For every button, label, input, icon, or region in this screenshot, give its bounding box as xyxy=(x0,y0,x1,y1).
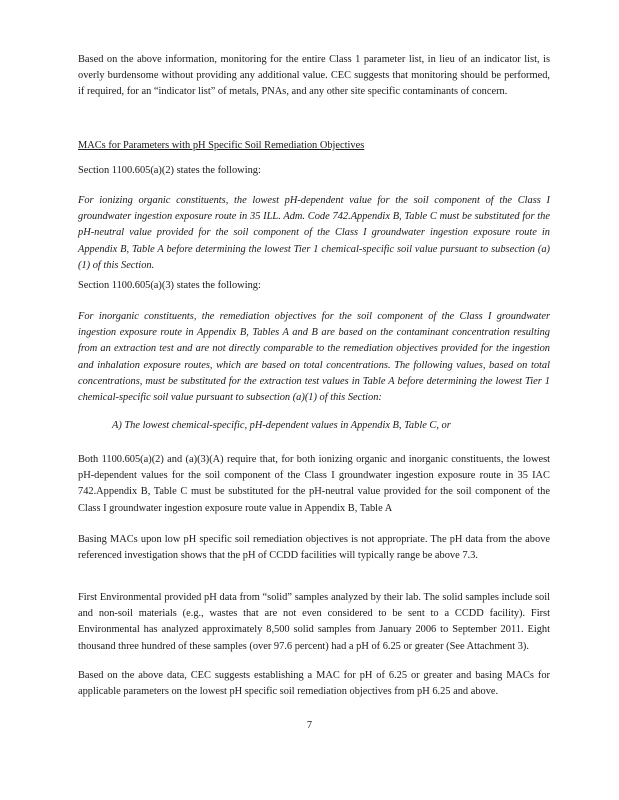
page-number: 7 xyxy=(306,720,313,731)
quote-inorganic: For inorganic constituents, the remediation objectives for the soil component of the Class I groundwater ingestion exposure route in Appendix B, Tables A and B are based on the contaminant concentration resulting from an extraction test and are not directly comparable to the remediation objectives provided for the ingestion and inhalation exposure routes, which are based on total concentrations. The following values, based on total concentrations, must be substituted for the extraction test values in Table A before determining the lowest Tier 1 chemical-specific soil value pursuant to subsection (a)(1) of this Section: xyxy=(78,311,550,404)
paragraph-indicator-list: Based on the above information, monitoring for the entire Class 1 parameter list, in lieu of an indicator list, is overly burdensome without providing any additional value. CEC suggests that monitoring should be performed, if required, for an “indicator list” of metals, PNAs, and any other site specific contaminants of concern. xyxy=(78,54,550,98)
paragraph-conclusion: Based on the above data, CEC suggests establishing a MAC for pH of 6.25 or greater and basing MACs for applicable parameters on the lowest pH specific soil remediation objectives from pH 6.25 and above. xyxy=(78,670,550,698)
section-heading: MACs for Parameters with pH Specific Soil Remediation Objectives xyxy=(78,140,365,151)
quote-list-item-a: A) The lowest chemical-specific, pH-dependent values in Appendix B, Table C, or xyxy=(112,420,451,431)
section-intro-a2: Section 1100.605(a)(2) states the following: xyxy=(78,165,261,176)
section-intro-a3: Section 1100.605(a)(3) states the following: xyxy=(78,280,261,291)
paragraph-first-environmental: First Environmental provided pH data from “solid” samples analyzed by their lab. The solid samples include soil and non-soil materials (e.g., wastes that are not even considered to be sent to a CCDD facility). First Environmental has analyzed approximately 8,500 solid samples from January 2006 to September 2011. Eight thousand three hundred of these samples (over 97.6 percent) had a pH of 6.25 or greater (See Attachment 3). xyxy=(78,592,550,652)
quote-ionizing-organic: For ionizing organic constituents, the lowest pH-dependent value for the soil component of the Class I groundwater ingestion exposure route in 35 ILL. Adm. Code 742.Appendix B, Table C must be substituted for the pH-neutral value provided for the soil component of the Class I groundwater ingestion exposure route in Appendix B, Table A before determining the lowest Tier 1 chemical-specific soil value pursuant to subsection (a)(1) of this Section. xyxy=(78,195,550,271)
paragraph-basing-macs: Basing MACs upon low pH specific soil remediation objectives is not appropriate. The pH data from the above referenced investigation shows that the pH of CCDD facilities will typically range be above 7.3. xyxy=(78,534,550,562)
paragraph-both-require: Both 1100.605(a)(2) and (a)(3)(A) require that, for both ionizing organic and inorganic constituents, the lowest pH-dependent values for the soil component of the Class I groundwater ingestion exposure route in 35 IAC 742.Appendix B, Table C must be substituted for the pH-neutral value provided for the soil component of the Class I groundwater ingestion exposure route value in Appendix B, Table A xyxy=(78,454,550,514)
